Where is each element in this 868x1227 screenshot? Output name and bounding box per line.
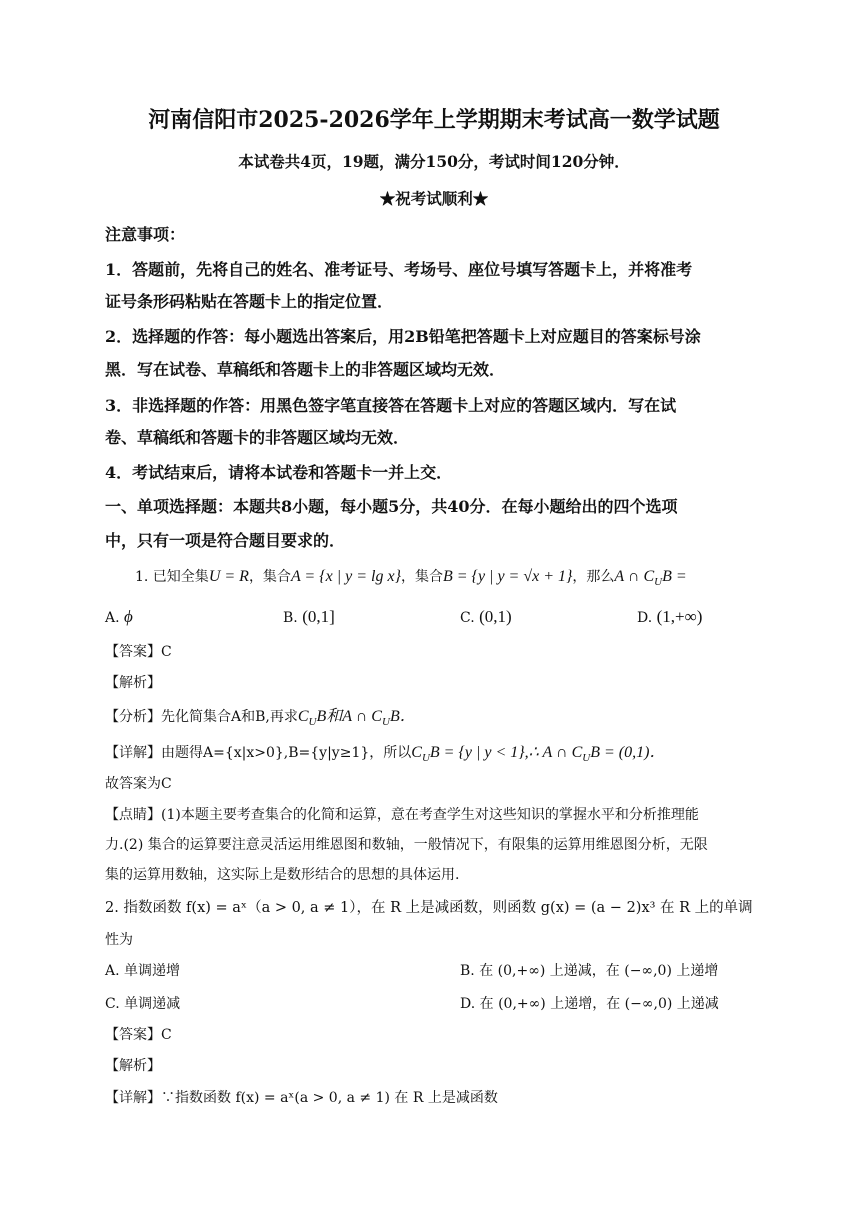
q1-expression-tail: B = [662,568,687,585]
note-line: 黑．写在试卷、草稿纸和答题卡上的非答题区域均无效． [105,360,506,379]
section-heading: 一、单项选择题：本题共8小题，每小题5分，共40分．在每小题给出的四个选项 [105,497,678,516]
q1-answer: 【答案】C [105,644,172,660]
option-value: 单调递减 [124,996,181,1012]
option-value: 在 (0,+∞) 上递减，在 (−∞,0) 上递增 [479,963,719,979]
fenxi-math: B． [389,708,416,725]
option-letter: B. [283,610,298,626]
option-letter: D. [637,610,653,626]
q2-stem-cont: 性为 [105,932,133,948]
q1-dianjing: 【点睛】(1)本题主要考查集合的化简和运算，意在考查学生对这些知识的掌握水平和分析推理能 [105,807,699,823]
fenxi-sub: U [308,715,317,728]
note-line: 2．选择题的作答：每小题选出答案后，用2B铅笔把答题卡上对应题目的答案标号涂 [105,327,701,346]
q2-option-a [105,960,180,980]
option-value: (0,1] [302,607,335,626]
q1-detail [105,739,665,764]
detail-sub: U [421,751,430,764]
detail-text: 【详解】由题得A={x|x>0},B={y|y≥1}，所以 [105,745,412,761]
q1-stem [135,566,687,588]
q2-option-d [460,993,719,1013]
option-letter: D. [460,996,476,1012]
q1-stem-text: ，集合 [248,569,291,585]
q1-conclusion: 故答案为C [105,776,172,792]
q1-universal-set: U = R [208,568,249,585]
detail-sub: U [582,751,591,764]
option-letter: B. [460,963,475,979]
q2-option-c [105,993,180,1013]
note-line: 3．非选择题的作答：用黑色签字笔直接答在答题卡上对应的答题区域内．写在试 [105,396,677,415]
q1-option-d [637,607,702,627]
q1-analysis-label: 【解析】 [105,675,161,691]
note-line: 1．答题前，先将自己的姓名、准考证号、考场号、座位号填写答题卡上，并将准考 [105,260,693,279]
q1-set-a: A = {x | y = lg x} [290,568,401,585]
q1-dianjing: 集的运算用数轴，这实际上是数形结合的思想的具体运用. [105,867,460,883]
exam-title: 河南信阳市2025-2026学年上学期期末考试高一数学试题 [148,107,720,133]
exam-wish: ★祝考试顺利★ [379,189,489,208]
notes-heading: 注意事项： [105,225,186,244]
q2-detail: 【详解】∵指数函数 f(x) = aˣ(a > 0, a ≠ 1) 在 R 上是减函数 [105,1090,498,1106]
fenxi-text: 【分析】先化简集合A和B,再求 [105,709,298,725]
option-value: ϕ [124,607,133,626]
option-value: (0,1) [479,607,512,626]
note-line: 4．考试结束后，请将本试卷和答题卡一并上交． [105,463,453,482]
detail-math: B = {y | y < 1},∴ A ∩ C [429,744,583,761]
option-value: (1,+∞) [656,607,703,626]
section-heading-cont: 中，只有一项是符合题目要求的． [105,531,346,550]
detail-math: B = (0,1)． [590,744,666,761]
q1-stem-prefix: 1. 已知全集 [135,569,209,585]
option-letter: A. [105,610,120,626]
q1-fenxi [105,703,416,728]
q1-dianjing: 力.(2) 集合的运算要注意灵活运用维恩图和数轴，一般情况下，有限集的运算用维恩图分析，无限 [105,837,708,853]
q1-set-b: B = {y | y = √x + 1} [442,568,573,585]
option-value: 在 (0,+∞) 上递增，在 (−∞,0) 上递减 [479,996,719,1012]
q1-expression: A ∩ C [614,568,655,585]
option-letter: C. [460,610,475,626]
option-value: 单调递增 [124,963,181,979]
note-line: 卷、草稿纸和答题卡的非答题区域均无效． [105,428,410,447]
q2-analysis-label: 【解析】 [105,1058,161,1074]
note-line: 证号条形码粘贴在答题卡上的指定位置． [105,292,394,311]
q2-option-b [460,960,718,980]
q1-stem-text: ，那么 [572,569,615,585]
q1-option-b [283,607,335,627]
option-letter: A. [105,963,120,979]
q2-answer: 【答案】C [105,1027,172,1043]
q2-stem: 2. 指数函数 f(x) = aˣ（a > 0, a ≠ 1），在 R 上是减函数，则函数 g(x) = (a − 2)x³ 在 R 上的单调 [105,900,753,916]
q1-expression-sub: U [654,575,663,588]
fenxi-sub: U [381,715,390,728]
q1-option-c [460,607,512,627]
q1-stem-text: ，集合 [400,569,443,585]
detail-math: C [411,744,422,761]
fenxi-math: B和A ∩ C [316,708,382,725]
option-letter: C. [105,996,120,1012]
exam-subtitle: 本试卷共4页，19题，满分150分，考试时间120分钟． [238,152,630,171]
fenxi-math: C [297,708,309,725]
q1-option-a [105,607,133,627]
